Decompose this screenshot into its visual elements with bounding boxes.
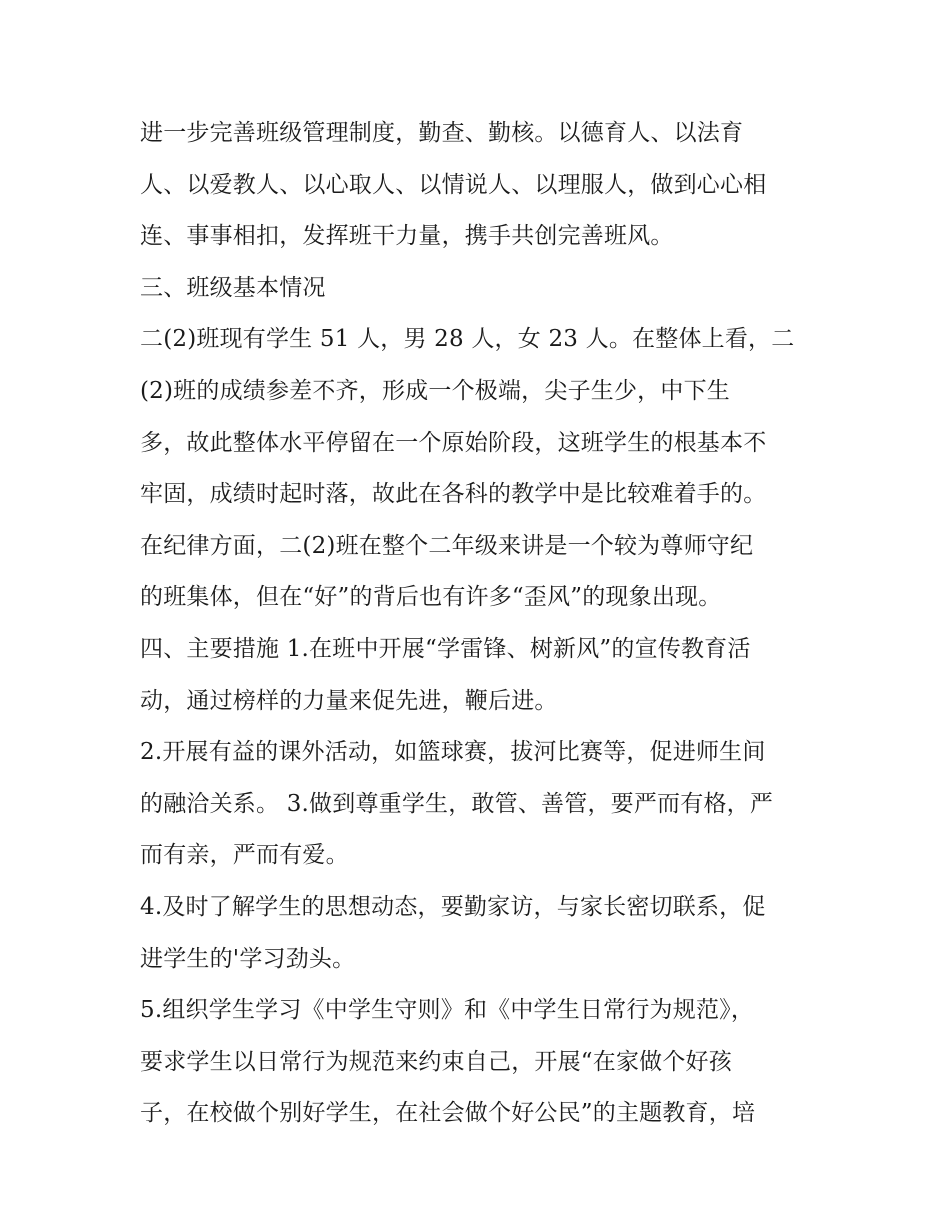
text-line-1: 进一步完善班级管理制度，勤查、勤核。以德育人、以法育 [140,120,744,146]
text-line-10: 的班集体，但在“好”的背后也有许多“歪风”的现象出现。 [140,584,722,611]
text-line-7: 多，故此整体水平停留在一个原始阶段，这班学生的根基本不 [140,429,767,456]
text-line-19: 要求学生以日常行为规范来约束自己，开展“在家做个好孩 [140,1048,732,1075]
text-line-12: 动，通过榜样的力量来促先进，鞭后进。 [140,687,558,714]
text-line-14: 的融洽关系。 3.做到尊重学生，敢管、善管，要严而有格，严 [140,790,774,817]
text-line-20: 子，在校做个别好学生，在社会做个好公民”的主题教育，培 [140,1100,756,1127]
document-body [140,108,820,1140]
text-line-2: 人、以爱教人、以心取人、以情说人、以理服人，做到心心相 [140,171,767,198]
text-line-9: 在纪律方面，二(2)班在整个二年级来讲是一个较为尊师守纪 [140,532,754,559]
section-heading-3: 三、班级基本情况 [140,274,326,301]
measure-item-5: 5.组织学生学习《中学生守则》和《中学生日常行为规范》， [140,997,755,1024]
measure-item-4: 4.及时了解学生的思想动态，要勤家访，与家长密切联系，促 [140,893,766,920]
text-line-3: 连、事事相扣，发挥班干力量，携手共创完善班风。 [140,223,674,250]
text-line-6: (2)班的成绩参差不齐，形成一个极端，尖子生少，中下生 [140,377,730,404]
measure-item-2: 2.开展有益的课外活动，如篮球赛，拔河比赛等，促进师生间 [140,739,766,766]
section-heading-4: 四、主要措施 1.在班中开展“学雷锋、树新风”的宣传教育活 [140,635,751,662]
text-line-8: 牢固，成绩时起时落，故此在各科的教学中是比较难着手的。 [140,481,767,508]
text-line-17: 进学生的'学习劲头。 [140,945,356,972]
text-line-15: 而有亲，严而有爱。 [140,842,349,869]
text-line-5: 二(2)班现有学生 51 人，男 28 人，女 23 人。在整体上看，二 [140,326,795,353]
